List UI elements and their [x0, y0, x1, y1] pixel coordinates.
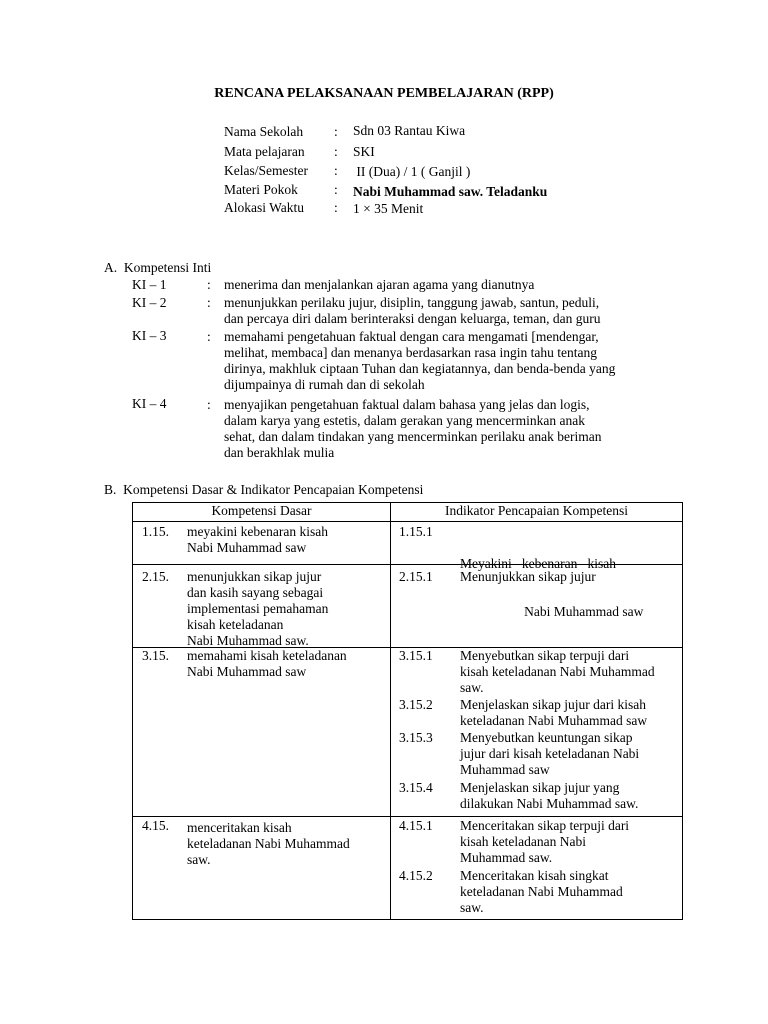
ki-text-line: memahami pengetahuan faktual dengan cara mengamati [mendengar,	[224, 329, 599, 344]
kd-number: 3.15.	[142, 648, 169, 663]
ki-text-line: dijumpainya di rumah dan di sekolah	[224, 377, 425, 392]
identity-value: 1 × 35 Menit	[353, 201, 424, 216]
indicator-cell	[391, 565, 683, 648]
kd-text-line: meyakini kebenaran kisah	[187, 524, 328, 539]
indicator-text	[460, 569, 596, 585]
identity-label: Nama Sekolah	[224, 124, 304, 139]
section-heading: B. Kompetensi Dasar & Indikator Pencapaian Kompetensi	[104, 482, 424, 497]
ki-text-line: dirinya, makhluk ciptaan Tuhan dan kegiatannya, dan benda-benda yang	[224, 361, 616, 376]
indicator-text	[460, 868, 623, 916]
table-row	[133, 565, 683, 648]
column-header: Indikator Pencapaian Kompetensi	[391, 503, 683, 522]
identity-separator: :	[334, 124, 338, 139]
kd-text-line: keteladanan Nabi Muhammad	[187, 836, 350, 851]
ki-text-line: menunjukkan perilaku jujur, disiplin, tanggung jawab, santun, peduli,	[224, 295, 600, 310]
kd-text	[187, 820, 350, 868]
kd-text-line: Nabi Muhammad saw.	[187, 633, 309, 648]
indicator-text-line: saw.	[460, 900, 484, 915]
ki-code: KI – 2	[132, 295, 167, 310]
indicator-text-line: Menyebutkan sikap terpuji dari	[460, 648, 630, 663]
indicator-text	[460, 818, 629, 866]
indicator-text-line: jujur dari kisah keteladanan Nabi	[460, 746, 640, 761]
ki-text-line: dan berakhlak mulia	[224, 445, 335, 460]
indicator-text-line: Muhammad saw.	[460, 850, 553, 865]
ki-code: KI – 3	[132, 328, 167, 343]
indicator-text	[460, 730, 639, 778]
indicator-text-line: dilakukan Nabi Muhammad saw.	[460, 796, 639, 811]
kd-text-line: implementasi pemahaman	[187, 601, 329, 616]
indicator-text-line: kisah keteladanan Nabi	[460, 834, 586, 849]
kd-cell	[133, 817, 391, 920]
indicator-number: 3.15.3	[399, 730, 433, 745]
ki-separator: :	[207, 277, 211, 292]
ki-text-line: menyajikan pengetahuan faktual dalam bahasa yang jelas dan logis,	[224, 397, 590, 412]
indicator-number: 1.15.1	[399, 524, 433, 539]
table-row	[133, 817, 683, 920]
kd-text-line: dan kasih sayang sebagai	[187, 585, 324, 600]
identity-label: Kelas/Semester	[224, 163, 308, 178]
indicator-text-line: Nabi Muhammad saw	[460, 604, 644, 619]
identity-label: Materi Pokok	[224, 182, 298, 197]
identity-value: II (Dua) / 1 ( Ganjil )	[353, 164, 471, 179]
kd-number: 4.15.	[142, 818, 169, 833]
kd-text-line: Nabi Muhammad saw	[187, 540, 307, 555]
indicator-cell	[391, 817, 683, 920]
table-row	[133, 522, 683, 565]
indicator-number: 2.15.1	[399, 569, 433, 584]
indicator-text-line: Menjelaskan sikap jujur dari kisah	[460, 697, 646, 712]
kd-cell	[133, 565, 391, 648]
indicator-text-line: keteladanan Nabi Muhammad saw	[460, 713, 648, 728]
indicator-text-line: Menceritakan kisah singkat	[460, 868, 609, 883]
identity-separator: :	[334, 144, 338, 159]
kd-text	[187, 524, 328, 556]
indicator-text	[460, 780, 638, 812]
indicator-number: 4.15.2	[399, 868, 433, 883]
kd-number: 2.15.	[142, 569, 169, 584]
indicator-text-line: Menyebutkan keuntungan sikap	[460, 730, 633, 745]
indicator-text-line: Menceritakan sikap terpuji dari	[460, 818, 630, 833]
ki-text-line: menerima dan menjalankan ajaran agama yang dianutnya	[224, 277, 535, 292]
kd-text	[187, 648, 347, 680]
indicator-text-line: Menjelaskan sikap jujur yang	[460, 780, 620, 795]
table-row	[133, 648, 683, 817]
kd-cell	[133, 522, 391, 565]
ki-text-line: melihat, membaca] dan menanya berdasarkan rasa ingin tahu tentang	[224, 345, 597, 360]
ki-text-line: sehat, dan dalam tindakan yang mencerminkan perilaku anak beriman	[224, 429, 602, 444]
indicator-number: 3.15.4	[399, 780, 433, 795]
indicator-number: 3.15.1	[399, 648, 433, 663]
kompetensi-table	[132, 502, 683, 920]
kd-text-line: Nabi Muhammad saw	[187, 664, 307, 679]
kd-text-line: memahami kisah keteladanan	[187, 648, 347, 663]
document-title: RENCANA PELAKSANAAN PEMBELAJARAN (RPP)	[214, 86, 554, 101]
kd-text-line: kisah keteladanan	[187, 617, 284, 632]
kd-text-line: menceritakan kisah	[187, 820, 292, 835]
indicator-text-line: keteladanan Nabi Muhammad	[460, 884, 623, 899]
indicator-text	[460, 648, 655, 696]
ki-separator: :	[207, 397, 211, 412]
column-header: Kompetensi Dasar	[133, 503, 391, 522]
ki-code: KI – 1	[132, 277, 167, 292]
indicator-text-line: Muhammad saw	[460, 762, 550, 777]
ki-code: KI – 4	[132, 396, 167, 411]
ki-text-line: dalam karya yang estetis, dalam gerakan yang mencerminkan anak	[224, 413, 585, 428]
ki-separator: :	[207, 295, 211, 310]
indicator-number: 3.15.2	[399, 697, 433, 712]
table-header-row	[133, 503, 683, 522]
identity-separator: :	[334, 182, 338, 197]
indicator-text-line: Meyakini kebenaran kisah	[460, 556, 616, 571]
kd-text-line: saw.	[187, 852, 211, 867]
indicator-text-line: saw.	[460, 680, 484, 695]
indicator-text-line: Menunjukkan sikap jujur	[460, 569, 596, 584]
identity-value: SKI	[353, 144, 375, 159]
identity-label: Mata pelajaran	[224, 144, 305, 159]
kd-text	[187, 569, 328, 649]
indicator-cell	[391, 648, 683, 817]
kd-cell	[133, 648, 391, 817]
indicator-text-line: kisah keteladanan Nabi Muhammad	[460, 664, 655, 679]
identity-value: Sdn 03 Rantau Kiwa	[353, 123, 466, 138]
indicator-number: 4.15.1	[399, 818, 433, 833]
ki-text-line: dan percaya diri dalam berinteraksi dengan keluarga, teman, dan guru	[224, 311, 601, 326]
ki-separator: :	[207, 329, 211, 344]
kd-text-line: menunjukkan sikap jujur	[187, 569, 322, 584]
identity-label: Alokasi Waktu	[224, 200, 305, 215]
indicator-text	[460, 697, 647, 729]
section-heading: A. Kompetensi Inti	[104, 260, 212, 275]
kd-number: 1.15.	[142, 524, 169, 539]
identity-value: Nabi Muhammad saw. Teladanku	[353, 184, 548, 199]
identity-separator: :	[334, 163, 338, 178]
identity-separator: :	[334, 200, 338, 215]
